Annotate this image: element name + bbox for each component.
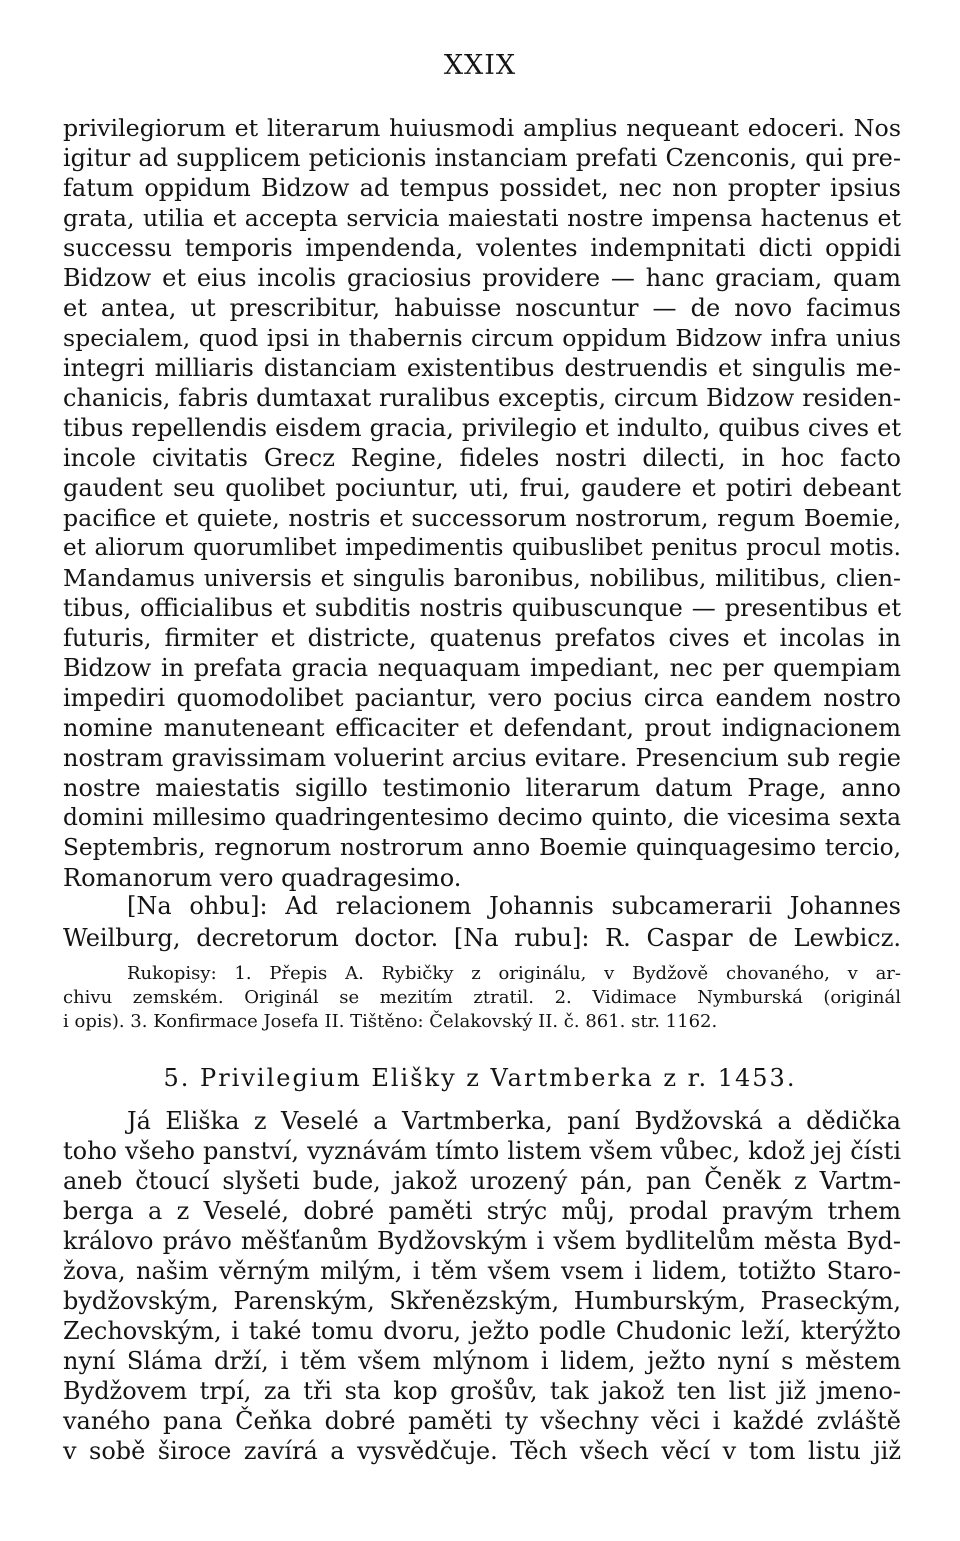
latin-line: et aliorum quorumlibet impedimentis quibuslibet penitus procul motis.	[63, 535, 901, 561]
czech-line: aneb čtoucí slyšeti bude, jakož urozený pán, pan Čeněk z Vartm-	[63, 1167, 901, 1195]
latin-line: igitur ad supplicem peticionis instanciam prefati Czenconis, qui pre-	[63, 144, 901, 172]
latin-line: Septembris, regnorum nostrorum anno Boemie quinquagesimo tercio,	[63, 834, 901, 861]
latin-line: Bidzow et eius incolis graciosius providere — hanc graciam, quam	[63, 264, 901, 292]
latin-line: gaudent seu quolibet pociuntur, uti, frui, gaudere et potiri debeant	[63, 474, 901, 502]
czech-line: královo právo měšťanům Bydžovským i všem bydlitelům města Byd-	[63, 1227, 901, 1255]
source-note-line: chivu zemském. Originál se mezitím ztratil. 2. Vidimace Nymburská (originál	[63, 987, 901, 1008]
czech-line: nyní Sláma drží, i těm všem mlýnom i lidem, ježto nyní s městem	[63, 1347, 901, 1375]
latin-line: impediri quomodolibet paciantur, vero pocius circa eandem nostro	[63, 684, 901, 712]
latin-line: nostre maiestatis sigillo testimonio literarum datum Prage, anno	[63, 774, 901, 802]
czech-line: žova, našim věrným milým, i těm všem vsem i lidem, totižto Staro-	[63, 1257, 901, 1285]
latin-line: et antea, ut prescribitur, habuisse noscuntur — de novo facimus	[63, 294, 901, 322]
czech-line: vaného pana Čeňka dobré paměti ty všechny věci i každé zvláště	[63, 1407, 901, 1435]
latin-line: privilegiorum et literarum huiusmodi amplius nequeant edoceri. Nos	[63, 114, 901, 142]
endorsement-line: Weilburg, decretorum doctor. [Na rubu]: R. Caspar de Lewbicz.	[63, 924, 901, 952]
czech-line: toho všeho panství, vyznávám tímto listem všem vůbec, kdož jej čísti	[63, 1137, 901, 1165]
czech-line: berga a z Veselé, dobré paměti strýc můj, prodal pravým trhem	[63, 1197, 901, 1225]
source-note-line: i opis). 3. Konfirmace Josefa II. Tištěno: Čelakovský II. č. 861. str. 1162.	[63, 1011, 718, 1032]
latin-line: chanicis, fabris dumtaxat ruralibus exceptis, circum Bidzow residen-	[63, 384, 901, 412]
latin-line: fatum oppidum Bidzow ad tempus possidet, nec non propter ipsius	[63, 174, 901, 202]
latin-line: Mandamus universis et singulis baronibus, nobilibus, militibus, clien-	[63, 564, 901, 592]
endorsement-line: [Na ohbu]: Ad relacionem Johannis subcamerarii Johannes	[127, 892, 901, 920]
czech-line: v sobě široce zavírá a vysvědčuje. Těch všech věcí v tom listu již	[63, 1437, 901, 1465]
latin-line: nomine manuteneant efficaciter et defendant, prout indignacionem	[63, 714, 901, 742]
latin-line: incole civitatis Grecz Regine, fideles nostri dilecti, in hoc facto	[63, 444, 901, 472]
czech-line: bydžovským, Parenským, Skřenězským, Humburským, Praseckým,	[63, 1287, 901, 1315]
latin-line: grata, utilia et accepta servicia maiestati nostre impensa hactenus et	[63, 204, 901, 232]
latin-line: tibus repellendis eisdem gracia, privilegio et indulto, quibus cives et	[63, 414, 901, 442]
czech-line: Zechovským, i také tomu dvoru, ježto podle Chudonic leží, kterýžto	[63, 1317, 901, 1345]
czech-line: Bydžovem trpí, za tři sta kop grošův, tak jakož ten list již jmeno-	[63, 1377, 901, 1405]
section-heading: 5. Privilegium Elišky z Vartmberka z r. 1453.	[163, 1064, 797, 1092]
page-number: XXIX	[443, 50, 517, 81]
latin-line: tibus, officialibus et subditis nostris quibuscunque — presentibus et	[63, 594, 901, 622]
latin-line: specialem, quod ipsi in thabernis circum oppidum Bidzow infra unius	[63, 324, 901, 352]
latin-line: Bidzow in prefata gracia nequaquam impediant, nec per quempiam	[63, 654, 901, 682]
latin-line: nostram gravissimam voluerint arcius evitare. Presencium sub regie	[63, 744, 901, 772]
latin-line: pacifice et quiete, nostris et successorum nostrorum, regum Boemie,	[63, 504, 901, 532]
latin-line: successu temporis impendenda, volentes indempnitati dicti oppidi	[63, 234, 901, 262]
latin-line: futuris, firmiter et districte, quatenus prefatos cives et incolas in	[63, 624, 901, 652]
latin-line: Romanorum vero quadragesimo.	[63, 864, 462, 892]
source-note-line: Rukopisy: 1. Přepis A. Rybičky z originálu, v Bydžově chovaného, v ar-	[127, 963, 901, 984]
latin-line: integri milliaris distanciam existentibus destruendis et singulis me-	[63, 354, 901, 382]
latin-line: domini millesimo quadringentesimo decimo quinto, die vicesima sexta	[63, 804, 901, 831]
czech-line: Já Eliška z Veselé a Vartmberka, paní Bydžovská a dědička	[127, 1107, 901, 1135]
